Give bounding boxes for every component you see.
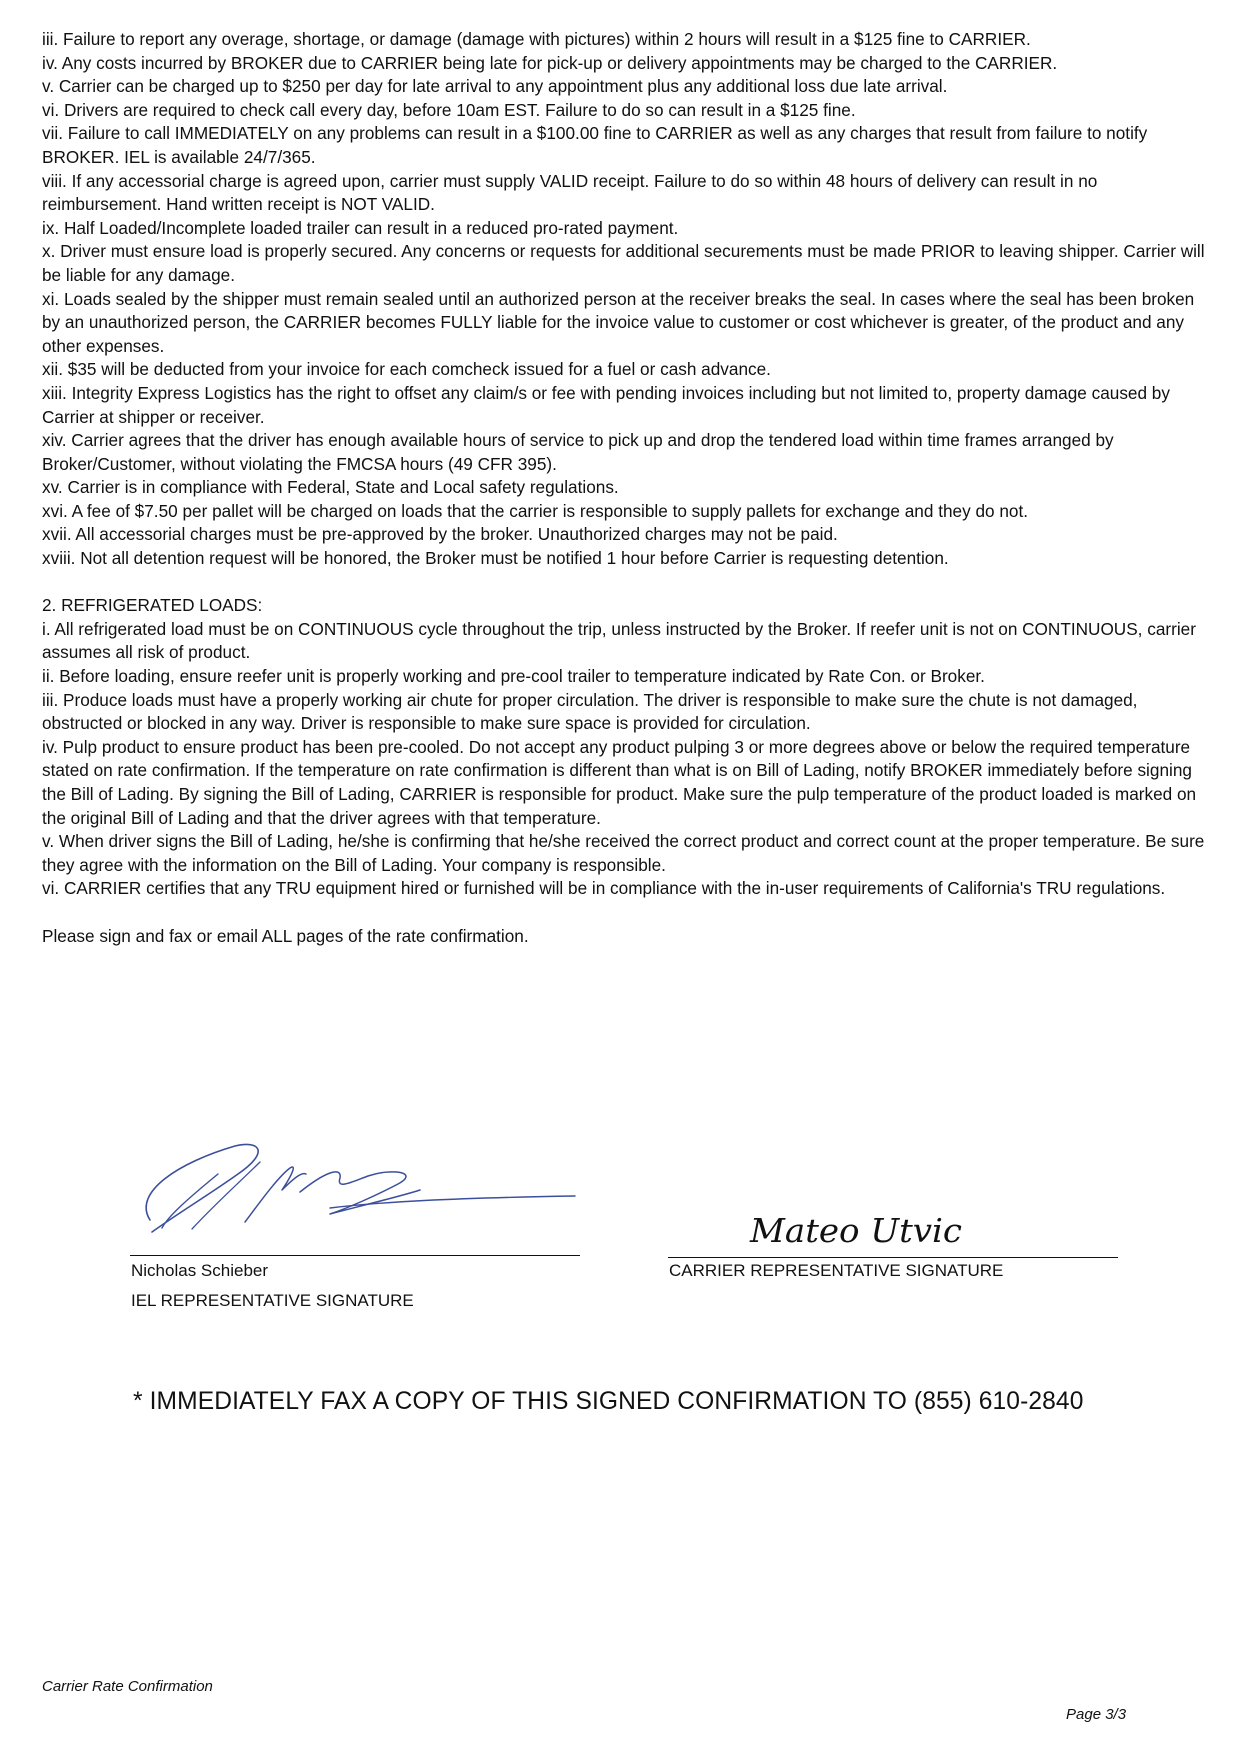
carrier-signature-image [740,1200,980,1255]
term-item: xiv. Carrier agrees that the driver has enough available hours of service to pick up and drop the tendered load within time frames arranged by Broker/Customer, without violating the FMCSA hours (49 CFR 395). [42,430,1114,474]
term-item: vi. Drivers are required to check call every day, before 10am EST. Failure to do so can result in a $125 fine. [42,99,856,120]
signature-stroke [330,1196,575,1208]
iel-signature-image [120,1132,580,1247]
term-item: v. When driver signs the Bill of Lading, he/she is confirming that he/she received the correct product and correct count at the proper temperature. Be sure they agree with the information on the Bill of Lading. Your company is responsible. [42,831,1205,875]
fax-notice: * IMMEDIATELY FAX A COPY OF THIS SIGNED CONFIRMATION TO (855) 610-2840 [133,1388,1084,1415]
terms-section [42,28,1212,948]
footer-page-number: Page 3/3 [1066,1706,1127,1723]
term-item: vi. CARRIER certifies that any TRU equipment hired or furnished will be in compliance with the in-user requirements of California's TRU regulations. [42,878,1166,899]
term-item: iv. Any costs incurred by BROKER due to CARRIER being late for pick-up or delivery appointments may be charged to the CARRIER. [42,52,1058,73]
general-terms-list [42,28,1212,571]
term-item: xviii. Not all detention request will be honored, the Broker must be notified 1 hour before Carrier is requesting detention. [42,548,949,569]
term-item: ii. Before loading, ensure reefer unit is properly working and pre-cool trailer to temperature indicated by Rate Con. or Broker. [42,666,985,687]
iel-signature-title: IEL REPRESENTATIVE SIGNATURE [131,1291,414,1310]
term-item: ix. Half Loaded/Incomplete loaded trailer can result in a reduced pro-rated payment. [42,217,679,238]
term-item: i. All refrigerated load must be on CONTINUOUS cycle throughout the trip, unless instructed by the Broker. If reefer unit is not on CONTINUOUS, carrier assumes all risk of product. [42,618,1196,663]
sign-instruction: Please sign and fax or email ALL pages of the rate confirmation. [42,925,529,946]
term-item: v. Carrier can be charged up to $250 per day for late arrival to any appointment plus any additional loss due late arrival. [42,76,948,97]
term-item: xi. Loads sealed by the shipper must remain sealed until an authorized person at the receiver breaks the seal. In cases where the seal has been broken by an unauthorized person, the CARRIER becomes FULLY liable for the invoice value to customer or cost whichever is greater, of the product and any other expenses. [42,288,1195,356]
term-item: iii. Produce loads must have a properly working air chute for proper circulation. The driver is responsible to make sure the chute is not damaged, obstructed or blocked in any way. Driver is responsible to make sure space is provided for circulation. [42,689,1138,734]
term-item: vii. Failure to call IMMEDIATELY on any problems can result in a $100.00 fine to CARRIER as well as any charges that result from failure to notify BROKER. IEL is available 24/7/365. [42,123,1148,167]
term-item: xii. $35 will be deducted from your invoice for each comcheck issued for a fuel or cash advance. [42,359,771,380]
refrigerated-heading: 2. REFRIGERATED LOADS: [42,595,263,616]
term-item: x. Driver must ensure load is properly secured. Any concerns or requests for additional securements must be made PRIOR to leaving shipper. Carrier will be liable for any damage. [42,241,1205,285]
signature-stroke [192,1162,260,1229]
term-item: xvii. All accessorial charges must be pre-approved by the broker. Unauthorized charges may not be paid. [42,524,838,545]
signature-stroke [245,1167,306,1222]
refrigerated-terms-list [42,618,1212,901]
term-item: xvi. A fee of $7.50 per pallet will be charged on loads that the carrier is responsible to supply pallets for exchange and they do not. [42,500,1029,521]
term-item: iii. Failure to report any overage, shortage, or damage (damage with pictures) within 2 hours will result in a $125 fine to CARRIER. [42,29,1031,49]
term-item: viii. If any accessorial charge is agreed upon, carrier must supply VALID receipt. Failure to do so within 48 hours of delivery can result in no reimbursement. Hand written receipt is NOT VALID. [42,170,1098,215]
signature-stroke [300,1172,420,1214]
carrier-signature-lettering: Mateo Utvic [748,1211,962,1250]
footer-document-name: Carrier Rate Confirmation [42,1678,213,1695]
carrier-signature-line [668,1257,1118,1258]
term-item: iv. Pulp product to ensure product has been pre-cooled. Do not accept any product pulping 3 or more degrees above or below the required temperature stated on rate confirmation. If the temperature on rate confirmation is different than what is on Bill of Lading, notify BROKER immediately before signing the Bill of Lading. By signing the Bill of Lading, CARRIER is responsible for product. Make sure the pulp temperature of the product loaded is marked on the original Bill of Lading and that the driver agrees with that temperature. [42,736,1197,828]
iel-representative-name: Nicholas Schieber [131,1261,269,1280]
term-item: xiii. Integrity Express Logistics has the right to offset any claim/s or fee with pending invoices including but not limited to, property damage caused by Carrier at shipper or receiver. [42,382,1170,427]
iel-signature-line [130,1255,580,1256]
term-item: xv. Carrier is in compliance with Federal, State and Local safety regulations. [42,477,619,498]
carrier-signature-title: CARRIER REPRESENTATIVE SIGNATURE [669,1261,1004,1280]
